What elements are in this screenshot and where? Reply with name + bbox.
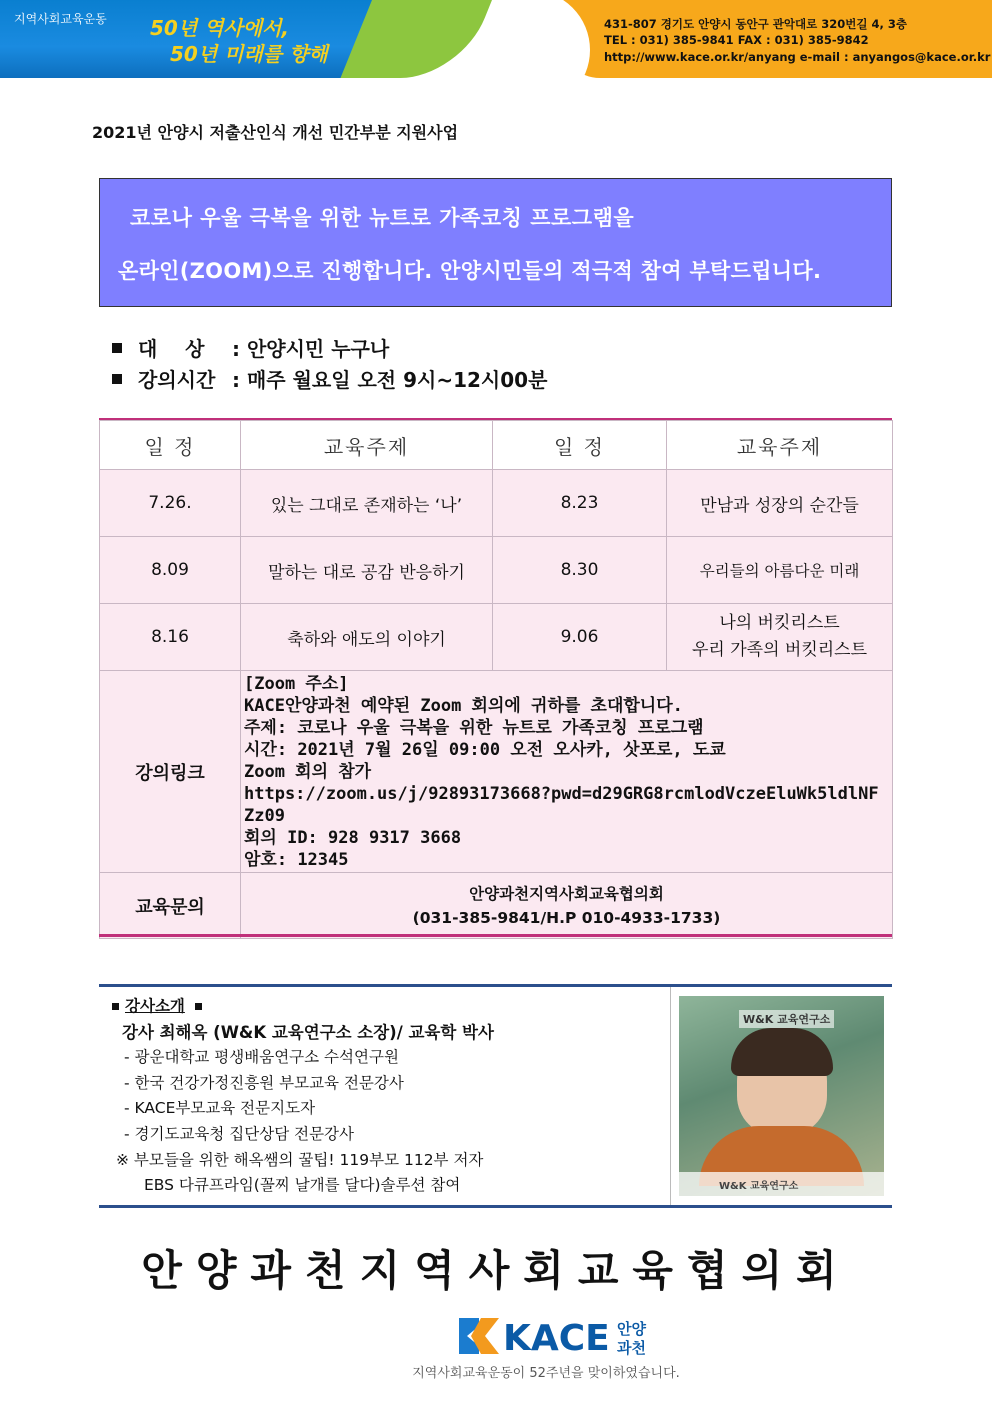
row-topic: 축하와 애도의 이야기 [241, 604, 493, 671]
row-date: 8.09 [100, 537, 241, 604]
row-date: 7.26. [100, 470, 241, 537]
target-line [112, 333, 389, 362]
instructor-item: - KACE부모교육 전문지도자 [124, 1099, 316, 1118]
slogan-line1: 50년 역사에서, [150, 16, 289, 40]
zoom-info-line: 주제: 코로나 우울 극복을 위한 뉴트로 가족코칭 프로그램 [244, 718, 704, 738]
row-topic-line2: 우리 가족의 버킷리스트 [691, 640, 868, 660]
contact-label: 교육문의 [100, 873, 241, 939]
zoom-info-line: 회의 ID: 928 9317 3668 [244, 828, 462, 848]
bullet-square-icon [112, 1003, 119, 1010]
schedule-table [99, 420, 893, 939]
instructor-top-rule [99, 984, 892, 987]
row-topic: 우리들의 아름다운 미래 [667, 537, 893, 604]
instructor-item: - 경기도교육청 집단상담 전문강사 [124, 1124, 354, 1143]
portrait-hair-shape [731, 1028, 833, 1076]
logo-sub1: 안양 [617, 1320, 646, 1338]
zoom-info [241, 671, 893, 873]
link-label: 강의링크 [100, 671, 241, 873]
time-label: 강의시간 [138, 368, 216, 392]
instructor-note: ※ 부모들을 위한 해옥쌤의 꿀팁! 119부모 112부 저자 [116, 1150, 484, 1169]
logo-sub2: 과천 [617, 1339, 646, 1357]
zoom-link-continued[interactable]: Zz09 [244, 806, 285, 826]
instructor-heading: 강사소개 [125, 997, 185, 1015]
contact-org: 안양과천지역사회교육협의회 [469, 884, 664, 903]
instructor-note-2: EBS 다큐프라임(꼴찌 날개를 달다)솔루션 참여 [144, 1176, 461, 1195]
row-date: 8.16 [100, 604, 241, 671]
table-header-row [100, 421, 893, 470]
header-address: 431-807 경기도 안양시 동안구 관악대로 320번길 4, 3층 [604, 17, 907, 31]
footer-org-title: 안양과천지역사회교육협의회 [141, 1246, 851, 1295]
instructor-text [112, 994, 494, 1199]
row-topic: 있는 그대로 존재하는 ‘나’ [241, 470, 493, 537]
zoom-info-line: 시간: 2021년 7월 26일 09:00 오전 오사카, 삿포로, 도쿄 [244, 740, 726, 760]
time-value: : 매주 월요일 오전 9시~12시00분 [232, 368, 548, 392]
row-date: 9.06 [493, 604, 667, 671]
photo-label: W&K 교육연구소 [739, 1010, 834, 1028]
header-date-2: 일 정 [493, 421, 667, 470]
table-bottom-rule [99, 934, 892, 937]
bullet-square-icon [112, 374, 122, 384]
kace-logo-mark-icon [455, 1312, 665, 1360]
banner-white-curve [470, 0, 590, 78]
zoom-info-line: Zoom 회의 참가 [244, 762, 372, 782]
photo-caption: W&K 교육연구소 [719, 1181, 799, 1192]
row-topic [667, 604, 893, 671]
instructor-divider [670, 987, 671, 1205]
row-date: 8.23 [493, 470, 667, 537]
footer-caption: 지역사회교육운동이 52주년을 맞이하였습니다. [412, 1366, 680, 1381]
table-row [100, 470, 893, 537]
bullet-square-icon [112, 343, 122, 353]
instructor-item: - 광운대학교 평생배움연구소 수석연구원 [124, 1048, 399, 1067]
row-topic: 말하는 대로 공감 반응하기 [241, 537, 493, 604]
notice-line2: 온라인(ZOOM)으로 진행합니다. 안양시민들의 적극적 참여 부탁드립니다. [118, 259, 822, 283]
header-web: http://www.kace.or.kr/anyang e-mail : anyangos@kace.or.kr [604, 50, 991, 64]
contact-phone: (031-385-9841/H.P 010-4933-1733) [412, 908, 721, 927]
header-topic-2: 교육주제 [667, 421, 893, 470]
target-label: 대 상 [138, 337, 205, 361]
zoom-info-line: KACE안양과천 예약된 Zoom 회의에 귀하를 초대합니다. [244, 696, 683, 716]
program-subtitle: 2021년 안양시 저출산인식 개선 민간부분 지원사업 [92, 123, 459, 142]
instructor-heading-line [112, 994, 494, 1020]
table-row [100, 537, 893, 604]
table-row-contact [100, 873, 893, 939]
zoom-info-line: 암호: 12345 [244, 850, 349, 870]
org-small-label: 지역사회교육운동 [14, 12, 107, 26]
time-line [112, 364, 547, 393]
notice-line1: 코로나 우울 극복을 위한 뉴트로 가족코칭 프로그램을 [130, 206, 635, 230]
row-topic-line1: 나의 버킷리스트 [719, 613, 840, 633]
kace-logo [455, 1312, 665, 1364]
target-value: : 안양시민 누구나 [232, 337, 390, 361]
row-date: 8.30 [493, 537, 667, 604]
logo-text: KACE [503, 1318, 610, 1359]
contact-info [241, 873, 893, 939]
notice-box [99, 178, 892, 307]
instructor-item: - 한국 건강가정진흥원 부모교육 전문강사 [124, 1073, 404, 1092]
header-topic-1: 교육주제 [241, 421, 493, 470]
row-topic: 만남과 성장의 순간들 [667, 470, 893, 537]
table-row-link [100, 671, 893, 873]
header-phone: TEL : 031) 385-9841 FAX : 031) 385-9842 [604, 33, 869, 47]
bullet-square-icon [195, 1003, 202, 1010]
table-row [100, 604, 893, 671]
slogan-line2: 50년 미래를 향해 [170, 42, 328, 66]
zoom-link[interactable]: https://zoom.us/j/92893173668?pwd=d29GRG8rcmlodVczeEluWk5ldlNF [244, 784, 879, 804]
zoom-info-line: [Zoom 주소] [244, 674, 349, 694]
instructor-photo [679, 996, 884, 1196]
header-date-1: 일 정 [100, 421, 241, 470]
instructor-name: 강사 최해옥 (W&K 교육연구소 소장)/ 교육학 박사 [122, 1022, 494, 1042]
instructor-bottom-rule [99, 1205, 892, 1208]
